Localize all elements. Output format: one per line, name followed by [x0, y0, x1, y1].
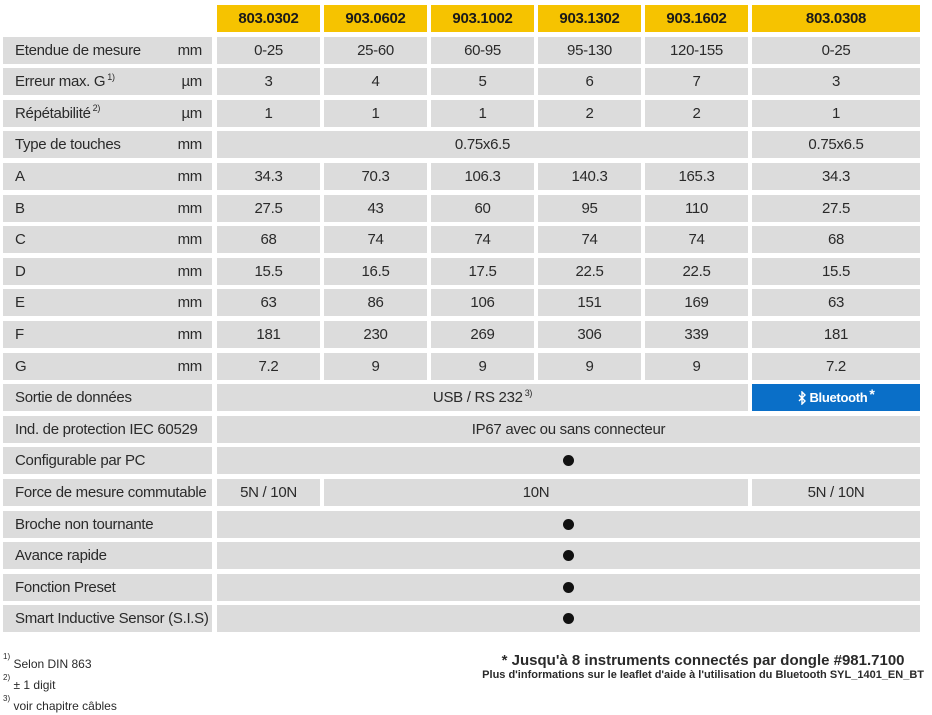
value-text: 95-130 — [567, 41, 612, 59]
value-cell — [752, 321, 920, 348]
full-span-cell — [217, 447, 920, 474]
value-cell — [217, 479, 320, 506]
value-text: 68 — [260, 231, 277, 249]
value-cell — [431, 100, 534, 127]
bullet-dot-icon — [563, 582, 574, 593]
full-span-cell — [217, 574, 920, 601]
value-cell — [217, 226, 320, 253]
footnote-ref: 1) — [107, 71, 115, 82]
value-text: 43 — [367, 199, 384, 217]
value-text: 74 — [581, 231, 598, 249]
row-label-text: A — [15, 168, 25, 185]
value-text: 17.5 — [468, 262, 497, 280]
value-cell — [752, 353, 920, 380]
value-cell — [645, 195, 748, 222]
value-text: 181 — [256, 326, 281, 343]
value-cell — [645, 163, 748, 190]
value-cell — [752, 131, 920, 158]
value-text: 306 — [577, 326, 602, 343]
row-unit: mm — [177, 199, 202, 217]
value-text: 9 — [478, 357, 487, 375]
value-cell — [752, 37, 920, 64]
value-text: 60 — [474, 199, 491, 217]
row-unit: mm — [177, 262, 202, 280]
row-label — [3, 163, 212, 190]
row-label-text: Avance rapide — [15, 547, 107, 565]
value-cell — [645, 37, 748, 64]
header-model-0 — [217, 5, 320, 32]
row-label-text: Type de touches — [15, 136, 121, 154]
value-cell — [324, 68, 427, 95]
value-cell — [538, 195, 641, 222]
value-cell — [324, 321, 427, 348]
value-text: 9 — [692, 357, 701, 375]
header-model-label: 903.1302 — [559, 10, 620, 27]
span-value-text: USB / RS 232 — [432, 389, 523, 407]
header-model-label: 803.0308 — [805, 10, 867, 27]
value-text: 63 — [827, 294, 845, 312]
row-unit: mm — [177, 357, 202, 375]
row-label — [3, 258, 212, 285]
value-text: 5N / 10N — [807, 484, 865, 501]
value-text: 120-155 — [670, 41, 723, 59]
value-cell — [538, 321, 641, 348]
value-text: 86 — [367, 294, 384, 312]
value-text: 106 — [470, 294, 495, 312]
row-unit: mm — [177, 294, 202, 312]
value-text: 165.3 — [678, 168, 715, 185]
value-text: 0-25 — [821, 41, 851, 59]
value-cell — [645, 68, 748, 95]
value-text: 3 — [264, 73, 273, 91]
value-text: 0-25 — [254, 41, 283, 59]
row-label-text: Smart Inductive Sensor (S.I.S) — [15, 610, 209, 628]
value-cell — [431, 258, 534, 285]
value-text: 2 — [692, 104, 701, 122]
row-label — [3, 226, 212, 253]
value-text: 3 — [831, 73, 841, 91]
row-label-text: Répétabilité — [15, 104, 91, 122]
value-text: 22.5 — [682, 262, 711, 280]
row-label-text: G — [15, 357, 27, 375]
value-cell — [538, 226, 641, 253]
value-cell — [324, 353, 427, 380]
row-label-text: D — [15, 262, 26, 280]
value-cell — [752, 258, 920, 285]
value-text: 7.2 — [258, 357, 279, 375]
row-label-text: C — [15, 231, 26, 249]
row-unit: mm — [177, 326, 202, 343]
value-text: 7 — [692, 73, 701, 91]
value-cell — [324, 289, 427, 316]
value-cell — [645, 258, 748, 285]
value-text: 0.75x6.5 — [808, 136, 864, 154]
value-text: 68 — [827, 231, 845, 249]
value-text: 1 — [371, 104, 380, 122]
value-cell — [217, 195, 320, 222]
footnote-1: $^{1)}$ Selon DIN 863 — [3, 652, 92, 671]
value-cell — [538, 353, 641, 380]
bluetooth-note — [482, 652, 924, 681]
row-label — [3, 384, 212, 411]
value-cell — [431, 353, 534, 380]
value-text: 5 — [478, 73, 487, 91]
value-text: 5N / 10N — [240, 484, 297, 501]
value-cell — [217, 289, 320, 316]
value-cell — [217, 37, 320, 64]
row-label — [3, 68, 212, 95]
row-label — [3, 289, 212, 316]
row-unit: mm — [177, 136, 202, 154]
value-text: 151 — [577, 294, 602, 312]
row-label-text: Ind. de protection IEC 60529 — [15, 420, 198, 438]
value-cell — [217, 100, 320, 127]
row-unit: µm — [181, 104, 202, 122]
header-model-label: 903.1602 — [666, 10, 727, 27]
row-label-text: B — [15, 199, 25, 217]
row-label — [3, 479, 212, 506]
bullet-dot-icon — [563, 455, 574, 466]
row-label-text: Configurable par PC — [15, 452, 146, 470]
value-text: 15.5 — [254, 262, 283, 280]
value-cell — [645, 321, 748, 348]
value-cell — [217, 353, 320, 380]
value-cell — [324, 100, 427, 127]
value-cell — [538, 68, 641, 95]
value-text: 74 — [688, 231, 705, 249]
footnote-ref: 2) — [92, 103, 101, 114]
footnote-3: $^{3)}$ voir chapitre câbles — [3, 694, 117, 713]
row-label — [3, 353, 212, 380]
value-text: 2 — [585, 104, 594, 122]
header-model-label: 803.0302 — [238, 10, 299, 27]
row-label — [3, 37, 212, 64]
row-label — [3, 195, 212, 222]
value-cell — [752, 68, 920, 95]
row-unit: µm — [181, 73, 202, 91]
value-text: 27.5 — [822, 199, 850, 217]
value-text: 15.5 — [822, 262, 850, 280]
header-model-1 — [324, 5, 427, 32]
header-model-4 — [645, 5, 748, 32]
value-text: 169 — [684, 294, 709, 312]
bluetooth-footnote-mark: * — [869, 385, 875, 402]
footnote-ref: 3) — [524, 387, 533, 398]
full-span-cell — [217, 511, 920, 538]
row-label — [3, 416, 212, 443]
row-unit: mm — [177, 168, 202, 185]
header-model-5 — [752, 5, 920, 32]
header-model-2 — [431, 5, 534, 32]
row-label-text: F — [15, 326, 24, 343]
value-cell — [538, 289, 641, 316]
row-label — [3, 511, 212, 538]
row-label-text: Force de mesure commutable — [15, 484, 207, 501]
value-cell — [538, 37, 641, 64]
value-cell — [431, 321, 534, 348]
value-cell — [217, 163, 320, 190]
value-cell — [431, 68, 534, 95]
value-text: 9 — [371, 357, 380, 375]
value-text: 74 — [367, 231, 384, 249]
value-text: 63 — [260, 294, 277, 312]
value-cell — [431, 226, 534, 253]
value-cell — [752, 226, 920, 253]
row-unit: mm — [177, 41, 202, 59]
span-cell — [217, 384, 748, 411]
value-text: 22.5 — [575, 262, 604, 280]
value-text: 60-95 — [464, 41, 501, 59]
value-text: 181 — [823, 326, 849, 343]
value-cell — [431, 289, 534, 316]
bluetooth-note-line2: Plus d'informations sur le leaflet d'aide à l'utilisation du Bluetooth SYL_1401_EN_BT — [482, 669, 924, 681]
value-text: 9 — [585, 357, 594, 375]
bluetooth-note-line1: * Jusqu'à 8 instruments connectés par dongle #981.7100 — [501, 652, 905, 669]
full-span-cell — [217, 605, 920, 632]
value-cell — [538, 100, 641, 127]
bullet-dot-icon — [563, 613, 574, 624]
span-value-text: 0.75x6.5 — [454, 136, 511, 154]
value-cell — [324, 258, 427, 285]
bluetooth-icon — [797, 391, 807, 405]
row-label-text: Erreur max. G — [15, 73, 106, 91]
value-text: 70.3 — [361, 168, 390, 185]
row-label-text: E — [15, 294, 25, 312]
value-text: 269 — [470, 326, 495, 343]
value-text: 230 — [363, 326, 388, 343]
span-value-text: 10N — [522, 484, 550, 501]
footnotes — [3, 652, 117, 715]
value-cell — [324, 195, 427, 222]
value-text: 7.2 — [826, 357, 846, 375]
value-text: 1 — [478, 104, 487, 122]
full-span-cell — [217, 416, 920, 443]
value-text: 4 — [371, 73, 380, 91]
value-cell — [752, 479, 920, 506]
header-model-label: 903.0602 — [345, 10, 406, 27]
row-unit: mm — [177, 231, 202, 249]
row-label — [3, 447, 212, 474]
value-text: 1 — [831, 104, 841, 122]
row-label-text: Broche non tournante — [15, 515, 154, 533]
span-cell — [324, 479, 748, 506]
value-text: 27.5 — [254, 199, 283, 217]
value-cell — [538, 258, 641, 285]
value-text: 74 — [474, 231, 491, 249]
value-cell — [645, 226, 748, 253]
value-cell — [431, 195, 534, 222]
bluetooth-badge — [752, 384, 920, 411]
value-text: 16.5 — [361, 262, 390, 280]
value-cell — [752, 163, 920, 190]
value-cell — [324, 163, 427, 190]
value-cell — [752, 195, 920, 222]
value-text: 110 — [684, 199, 708, 217]
bullet-dot-icon — [563, 519, 574, 530]
row-label — [3, 131, 212, 158]
value-cell — [324, 226, 427, 253]
value-cell — [645, 289, 748, 316]
row-label — [3, 542, 212, 569]
row-label — [3, 574, 212, 601]
value-cell — [645, 100, 748, 127]
value-cell — [431, 37, 534, 64]
value-text: 34.3 — [822, 168, 850, 185]
value-cell — [752, 100, 920, 127]
value-cell — [217, 68, 320, 95]
value-text: 95 — [581, 199, 598, 217]
footnote-2: $^{2)}$ ± 1 digit — [3, 673, 56, 692]
row-label-text: Fonction Preset — [15, 578, 116, 596]
value-cell — [217, 321, 320, 348]
span-cell — [217, 131, 748, 158]
value-cell — [324, 37, 427, 64]
value-text: 25-60 — [357, 41, 394, 59]
value-cell — [217, 258, 320, 285]
value-cell — [645, 353, 748, 380]
value-text: 140.3 — [571, 168, 608, 185]
row-label — [3, 605, 212, 632]
value-text: 339 — [684, 326, 709, 343]
header-model-3 — [538, 5, 641, 32]
row-label — [3, 100, 212, 127]
row-label — [3, 321, 212, 348]
bluetooth-label: Bluetooth — [809, 390, 868, 406]
value-text: 1 — [264, 104, 273, 122]
value-text: 106.3 — [464, 168, 501, 185]
row-label-text: Sortie de données — [15, 389, 132, 407]
value-text: 6 — [585, 73, 594, 91]
value-text: 34.3 — [254, 168, 283, 185]
full-span-cell — [217, 542, 920, 569]
bullet-dot-icon — [563, 550, 574, 561]
header-model-label: 903.1002 — [452, 10, 513, 27]
value-cell — [752, 289, 920, 316]
value-cell — [431, 163, 534, 190]
value-cell — [538, 163, 641, 190]
full-value-text: IP67 avec ou sans connecteur — [471, 420, 666, 438]
row-label-text: Etendue de mesure — [15, 41, 141, 59]
